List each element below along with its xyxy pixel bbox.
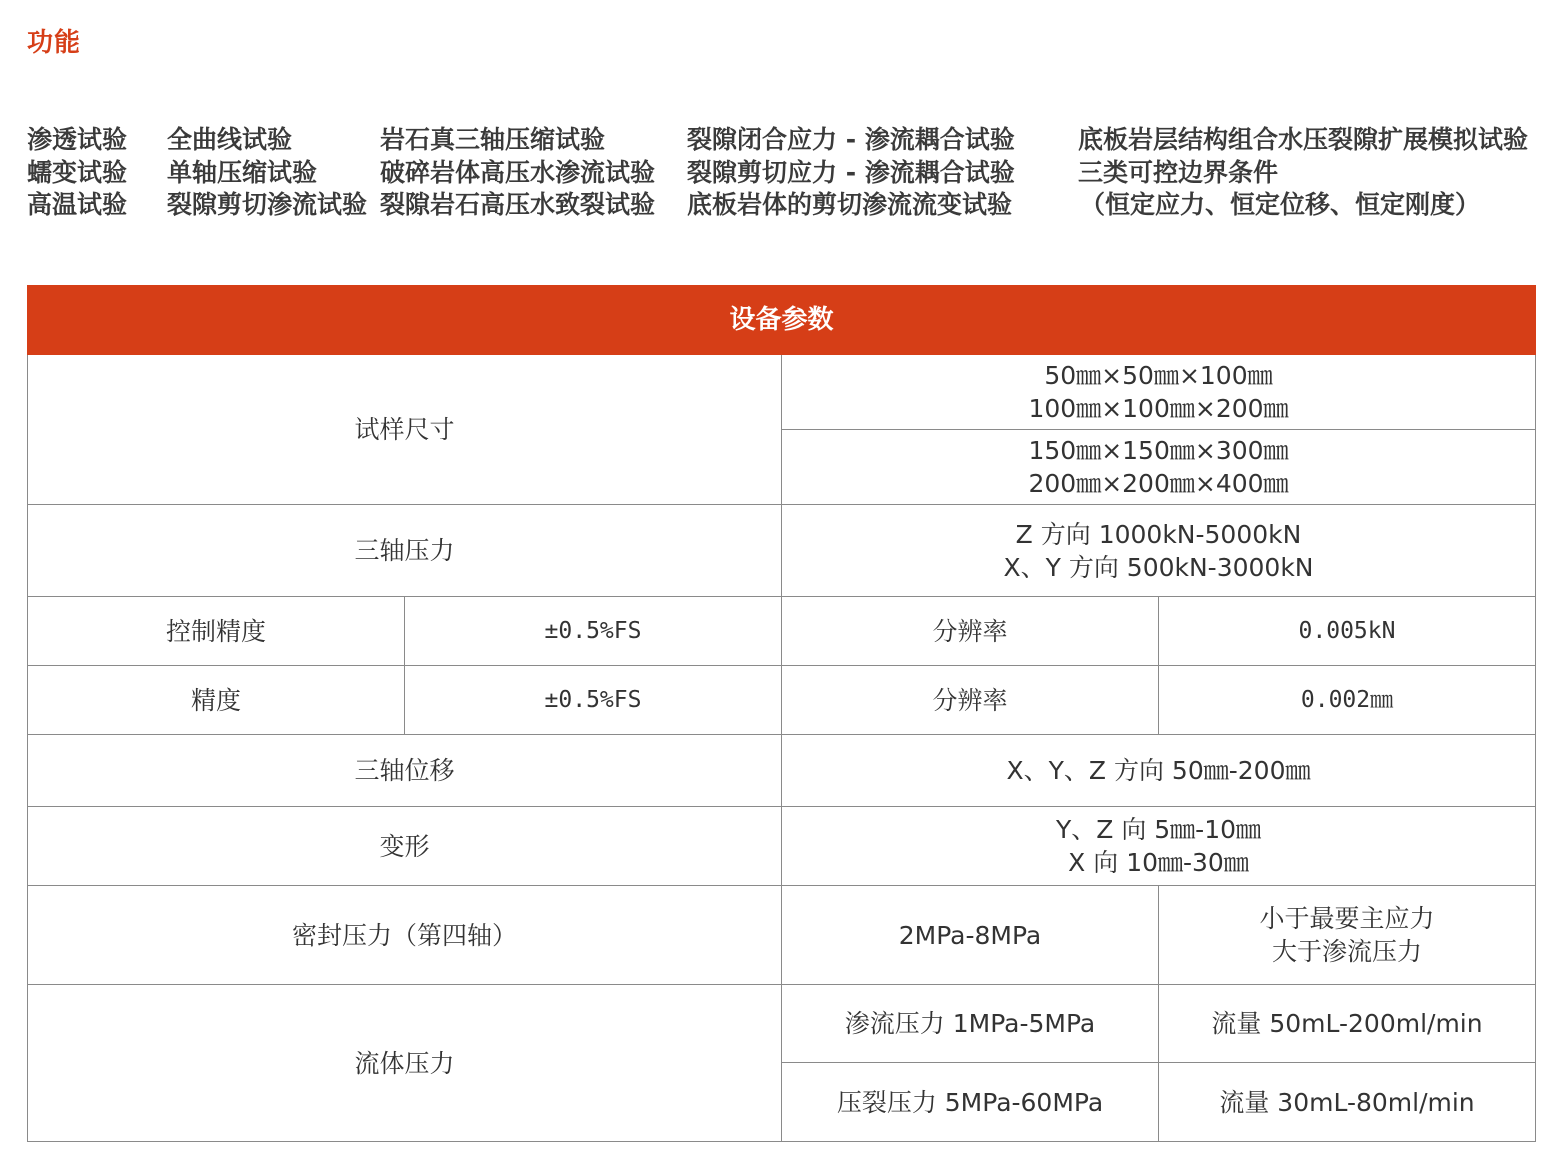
table-cell-line: 50㎜×50㎜×100㎜ [1044,361,1273,390]
resolution-value: 0.005kN [1159,597,1536,666]
seal-pressure-value: 2MPa-8MPa [782,886,1159,985]
table-cell-line: X、Y 方向 500kN-3000kN [1003,552,1314,582]
feature-item: 蠕变试验 [27,157,128,187]
sample-size-label: 试样尺寸 [28,355,782,505]
section-title: 功能 [27,28,82,58]
feature-item: 三类可控边界条件 [1078,157,1279,187]
table-cell-line: Y、Z 向 5㎜-10㎜ [1055,815,1262,844]
seal-pressure-note [1159,886,1536,985]
feature-item: （恒定应力、恒定位移、恒定刚度） [1080,190,1481,219]
feature-item: 底板岩层结构组合水压裂隙扩展模拟试验 [1078,125,1529,154]
triaxial-displacement-label: 三轴位移 [28,735,782,807]
feature-item: 裂隙剪切渗流试验 [167,190,368,219]
feature-column-4 [687,124,1015,222]
resolution-label: 分辨率 [782,597,1159,666]
table-header: 设备参数 [28,286,1536,355]
feature-item: 底板岩体的剪切渗流流变试验 [687,190,1013,219]
feature-item: 高温试验 [27,190,128,219]
fracturing-flow-value: 流量 30mL-80ml/min [1159,1063,1536,1142]
precision-value: ±0.5%FS [405,666,782,735]
fluid-pressure-label: 流体压力 [28,985,782,1142]
table-cell-line: 200㎜×200㎜×400㎜ [1028,469,1289,498]
fracturing-pressure-value: 压裂压力 5MPa-60MPa [782,1063,1159,1142]
table-cell-line: 大于渗流压力 [1272,937,1423,966]
triaxial-pressure-label: 三轴压力 [28,505,782,597]
triaxial-displacement-value: X、Y、Z 方向 50㎜-200㎜ [782,735,1536,807]
feature-item: 全曲线试验 [167,125,293,154]
table-cell-line: 150㎜×150㎜×300㎜ [1028,436,1289,465]
feature-item: 破碎岩体高压水渗流试验 [380,157,656,187]
feature-column-3 [380,124,655,222]
table-cell-line: 小于最要主应力 [1259,904,1435,933]
control-precision-value: ±0.5%FS [405,597,782,666]
table-cell-line: 100㎜×100㎜×200㎜ [1028,394,1289,423]
feature-item: 单轴压缩试验 [167,157,318,187]
sample-size-values-2 [782,430,1536,505]
feature-column-5 [1078,124,1528,222]
triaxial-pressure-value [782,505,1536,597]
seal-pressure-label: 密封压力（第四轴） [28,886,782,985]
seepage-pressure-value: 渗流压力 1MPa-5MPa [782,985,1159,1063]
sample-size-values-1 [782,355,1536,430]
seepage-flow-value: 流量 50mL-200ml/min [1159,985,1536,1063]
feature-item: 裂隙岩石高压水致裂试验 [380,190,656,219]
feature-item: 裂隙闭合应力 - 渗流耦合试验 [687,125,1015,154]
feature-column-1 [27,124,127,222]
precision-label: 精度 [28,666,405,735]
resolution-label: 分辨率 [782,666,1159,735]
feature-item: 渗透试验 [27,125,128,154]
equipment-parameters-table [27,285,1536,1142]
deformation-value [782,807,1536,886]
table-cell-line: Z 方向 1000kN-5000kN [1015,519,1302,549]
control-precision-label: 控制精度 [28,597,405,666]
deformation-label: 变形 [28,807,782,886]
feature-column-2 [167,124,367,222]
feature-item: 岩石真三轴压缩试验 [380,125,606,154]
feature-item: 裂隙剪切应力 - 渗流耦合试验 [687,157,1015,187]
table-cell-line: X 向 10㎜-30㎜ [1068,848,1249,877]
resolution-value: 0.002㎜ [1159,666,1536,735]
